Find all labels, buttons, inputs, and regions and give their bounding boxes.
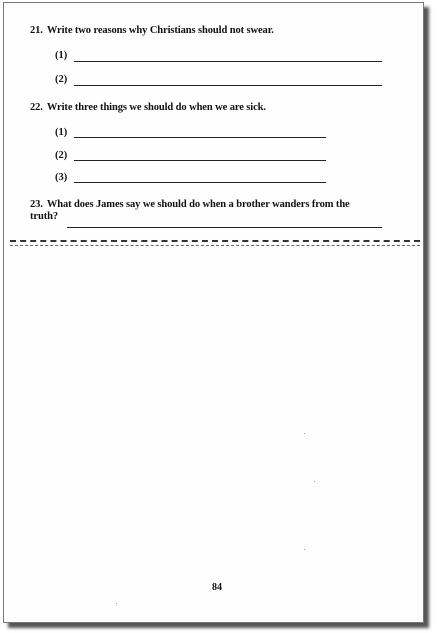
paper-speck xyxy=(116,603,117,604)
worksheet-page xyxy=(3,2,424,623)
question-number: 22. xyxy=(30,102,43,113)
answer-line-21-2[interactable] xyxy=(74,85,382,86)
question-text: Write three things we should do when we are sick. xyxy=(46,102,266,113)
dashed-separator xyxy=(10,240,420,242)
question-text-line2: truth? xyxy=(30,211,58,222)
answer-label-21-1: (1) xyxy=(55,50,68,61)
question-text: Write two reasons why Christians should not swear. xyxy=(46,25,274,36)
question-23-line2 xyxy=(30,211,58,222)
question-number: 23. xyxy=(30,199,43,210)
answer-label-22-1: (1) xyxy=(55,127,68,138)
answer-line-23[interactable] xyxy=(67,227,382,228)
paper-speck xyxy=(314,481,315,482)
question-number: 21. xyxy=(30,25,43,36)
question-21 xyxy=(30,25,274,36)
paper-speck xyxy=(304,433,305,434)
dashed-separator-secondary xyxy=(10,245,420,246)
question-23 xyxy=(30,199,350,210)
answer-line-22-2[interactable] xyxy=(74,160,326,161)
answer-label-22-3: (3) xyxy=(55,172,68,183)
question-text-line1: What does James say we should do when a brother wanders from the xyxy=(46,199,350,210)
answer-line-22-3[interactable] xyxy=(74,182,326,183)
question-22 xyxy=(30,102,266,113)
answer-label-22-2: (2) xyxy=(55,150,68,161)
answer-label-21-2: (2) xyxy=(55,74,68,85)
page-number: 84 xyxy=(212,582,222,593)
answer-line-22-1[interactable] xyxy=(74,137,326,138)
answer-line-21-1[interactable] xyxy=(74,61,382,62)
paper-speck xyxy=(304,549,305,550)
